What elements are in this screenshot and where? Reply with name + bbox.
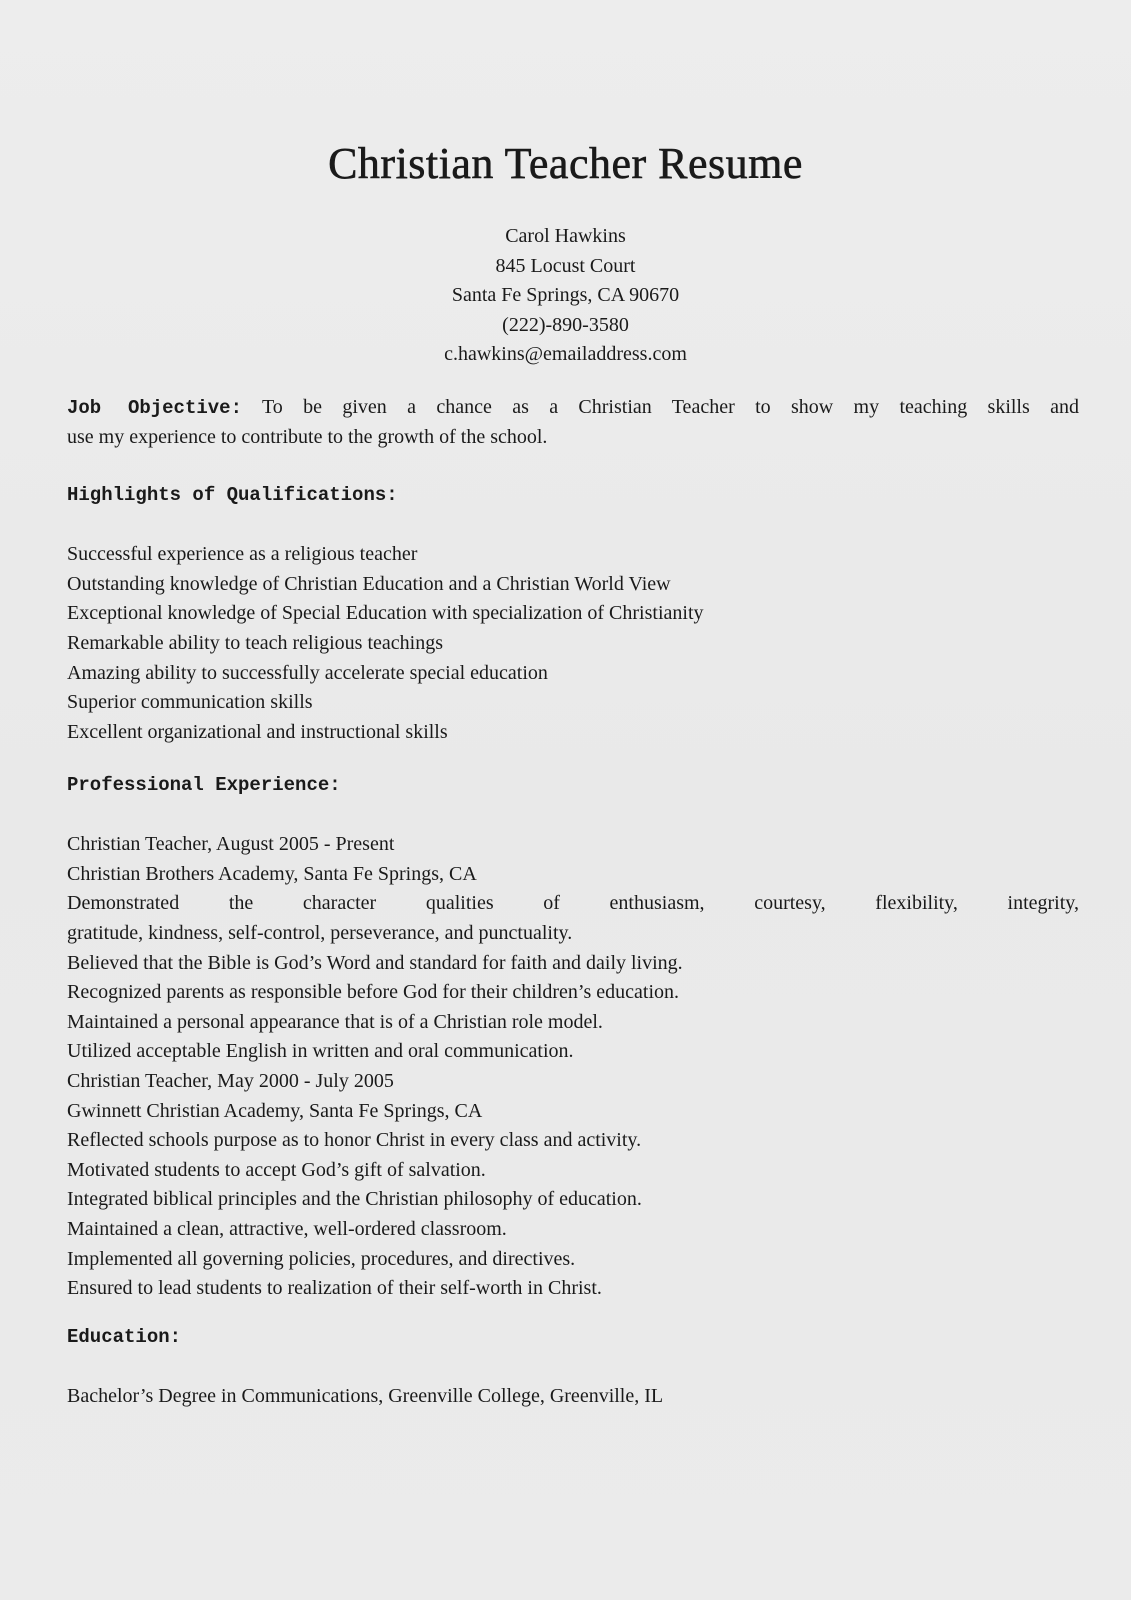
education-section bbox=[67, 1323, 1079, 1412]
resume-title: Christian Teacher Resume bbox=[328, 139, 803, 188]
contact-phone: (222)-890-3580 bbox=[502, 313, 629, 336]
experience-heading: Professional Experience: bbox=[67, 774, 341, 796]
highlight-item: Superior communication skills bbox=[67, 691, 313, 714]
contact-block bbox=[0, 222, 1131, 370]
section-spacer bbox=[67, 511, 1079, 541]
highlight-item: Successful experience as a religious teacher bbox=[67, 543, 418, 566]
highlight-item: Outstanding knowledge of Christian Education and a Christian World View bbox=[67, 572, 671, 595]
job-1-duty: Maintained a personal appearance that is of a Christian role model. bbox=[67, 1010, 603, 1033]
job-2-title: Christian Teacher, May 2000 - July 2005 bbox=[67, 1069, 394, 1092]
job-1-duty: Utilized acceptable English in written and oral communication. bbox=[67, 1040, 574, 1063]
contact-name: Carol Hawkins bbox=[505, 225, 626, 247]
job-2-duty: Motivated students to accept God’s gift of salvation. bbox=[67, 1158, 486, 1181]
education-degree: Bachelor’s Degree in Communications, Greenville College, Greenville, IL bbox=[67, 1385, 664, 1408]
contact-city-state-zip: Santa Fe Springs, CA 90670 bbox=[451, 284, 680, 306]
job-2-employer: Gwinnett Christian Academy, Santa Fe Springs, CA bbox=[67, 1099, 483, 1122]
highlight-item: Excellent organizational and instructional skills bbox=[67, 720, 448, 743]
contact-email: c.hawkins@emailaddress.com bbox=[444, 343, 687, 365]
highlight-item: Amazing ability to successfully accelerate special education bbox=[67, 661, 548, 684]
job-1-title: Christian Teacher, August 2005 - Present bbox=[67, 833, 395, 856]
highlights-heading: Highlights of Qualifications: bbox=[67, 484, 398, 506]
job-2-duty: Reflected schools purpose as to honor Christ in every class and activity. bbox=[67, 1129, 642, 1152]
job-2-duty: Implemented all governing policies, procedures, and directives. bbox=[67, 1247, 576, 1270]
job-1-duty-1-line-2: gratitude, kindness, self-control, perseverance, and punctuality. bbox=[67, 921, 573, 944]
job-objective-label: Job Objective: bbox=[67, 397, 242, 419]
job-2-duty: Ensured to lead students to realization of their self-worth in Christ. bbox=[67, 1277, 602, 1300]
job-objective-section bbox=[67, 393, 1079, 452]
highlight-item: Remarkable ability to teach religious teachings bbox=[67, 631, 443, 654]
job-objective-text-2: use my experience to contribute to the growth of the school. bbox=[67, 425, 548, 448]
job-objective-line-1 bbox=[67, 393, 1079, 423]
education-heading: Education: bbox=[67, 1326, 182, 1348]
section-spacer bbox=[67, 801, 1079, 831]
section-spacer bbox=[67, 1353, 1079, 1383]
job-2-duty: Integrated biblical principles and the Christian philosophy of education. bbox=[67, 1188, 642, 1211]
job-1-employer: Christian Brothers Academy, Santa Fe Springs, CA bbox=[67, 862, 477, 885]
job-2-duty: Maintained a clean, attractive, well-ordered classroom. bbox=[67, 1217, 507, 1240]
job-objective-text-1: To be given a chance as a Christian Teacher to show my teaching skills and bbox=[261, 396, 1079, 418]
highlights-section bbox=[67, 481, 1079, 747]
job-1-duty: Believed that the Bible is God’s Word and standard for faith and daily living. bbox=[67, 951, 683, 974]
job-1-duty-1-line-1: Demonstrated the character qualities of enthusiasm, courtesy, flexibility, integrity, bbox=[67, 892, 1079, 915]
highlight-item: Exceptional knowledge of Special Education with specialization of Christianity bbox=[67, 602, 704, 625]
experience-section bbox=[67, 771, 1079, 1304]
contact-address: 845 Locust Court bbox=[495, 254, 636, 277]
job-1-duty: Recognized parents as responsible before God for their children’s education. bbox=[67, 981, 680, 1004]
